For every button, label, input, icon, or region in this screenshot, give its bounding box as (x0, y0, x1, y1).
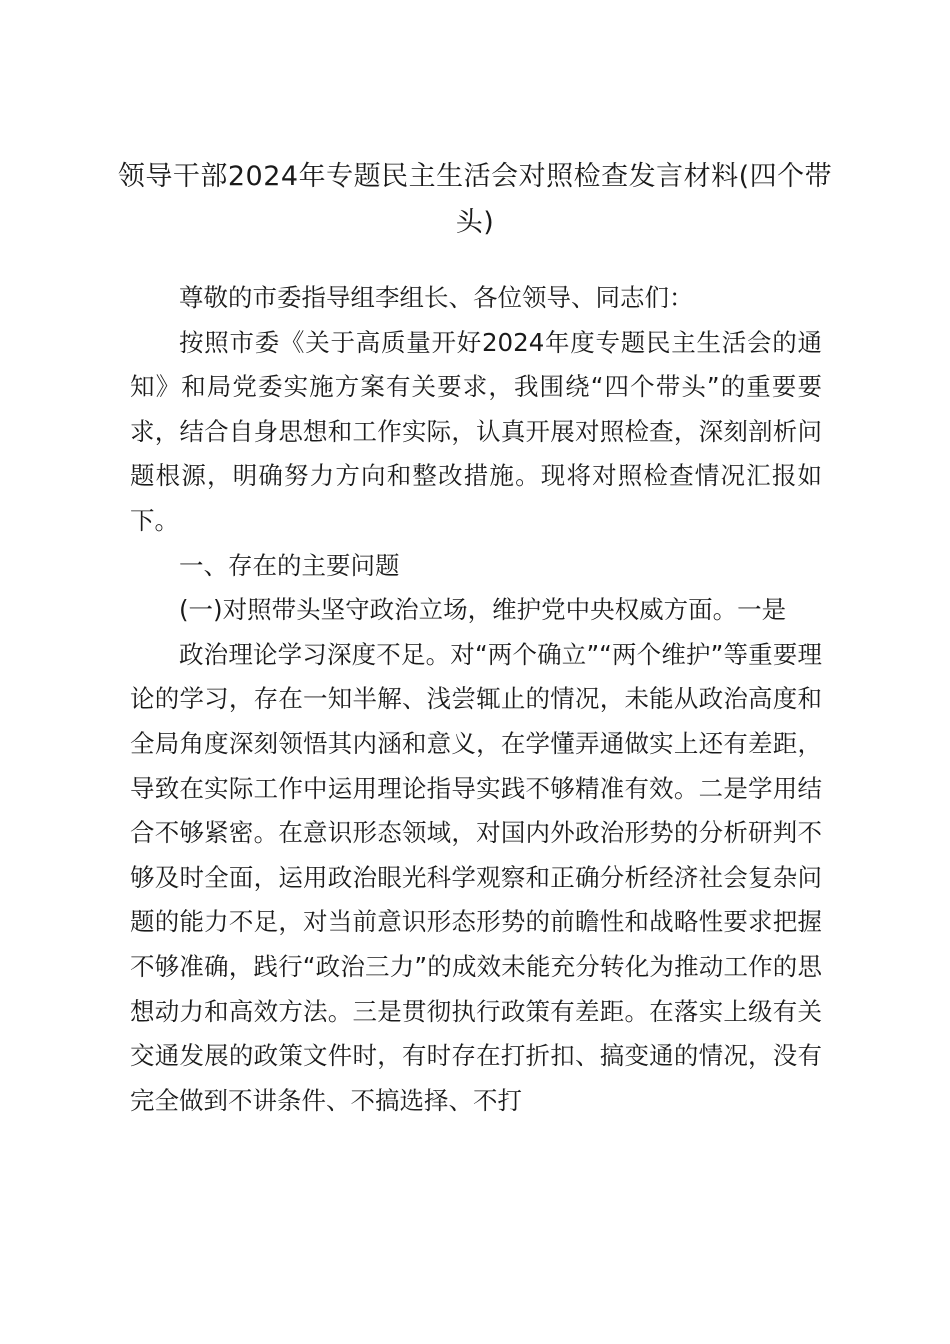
document-title: 领导干部2024年专题民主生活会对照检查发言材料(四个带头) (117, 161, 833, 238)
subsection-heading: (一)对照带头坚守政治立场，维护党中央权威方面。一是 (179, 595, 787, 625)
paragraph-issues: 政治理论学习深度不足。对“两个确立”“两个维护”等重要理论的学习，存在一知半解、浅尝辄止的情况，未能从政治高度和全局角度深刻领悟其内涵和意义，在学懂弄通做实上还有差距，导致在实际工作中运用理论指导实践不够精准有效。二是学用结合不够紧密。在意识形态领域，对国内外政治形势的分析研判不够及时全面，运用政治眼光科学观察和正确分析经济社会复杂问题的能力不足，对当前意识形态形势的前瞻性和战略性要求把握不够准确，践行“政治三力”的成效未能充分转化为推动工作的思想动力和高效方法。三是贯彻执行政策有差距。在落实上级有关交通发展的政策文件时，有时存在打折扣、搞变通的情况，没有完全做到不讲条件、不搞选择、不打 (130, 639, 822, 1115)
section-heading: 一、存在的主要问题 (179, 550, 400, 580)
document-body (130, 276, 822, 1123)
paragraph-intro: 按照市委《关于高质量开好2024年度专题民主生活会的通知》和局党委实施方案有关要求，我围绕“四个带头”的重要要求，结合自身思想和工作实际，认真开展对照检查，深刻剖析问题根源，明确努力方向和整改措施。现将对照检查情况汇报如下。 (130, 327, 822, 535)
salutation: 尊敬的市委指导组李组长、各位领导、同志们： (179, 283, 694, 312)
